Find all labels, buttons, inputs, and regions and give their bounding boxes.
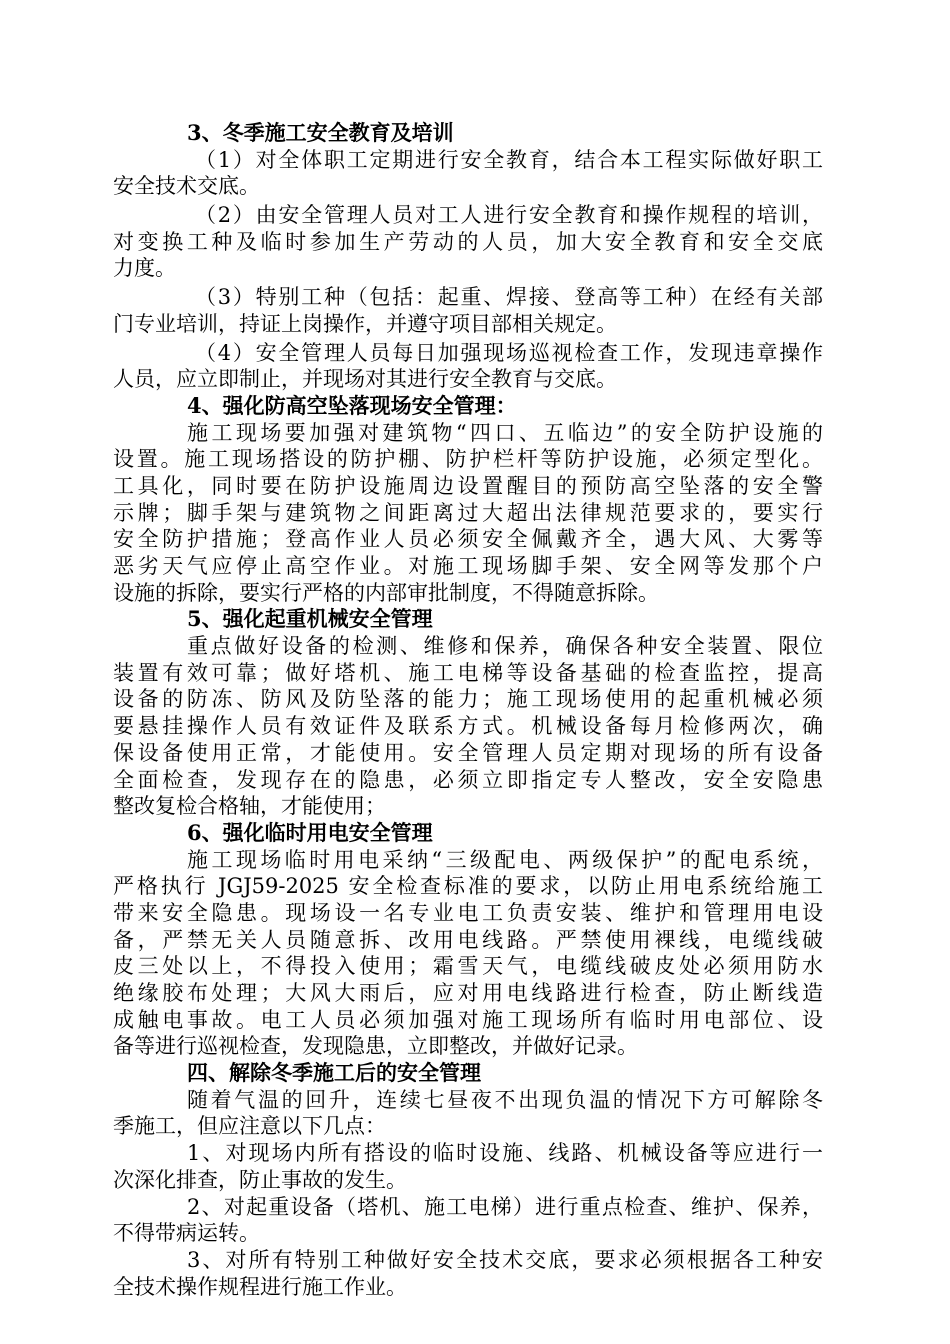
list-item-line: 次深化排查，防止事故的发生。 [113, 1167, 407, 1192]
section-heading: 6、强化临时用电安全管理 [187, 819, 433, 845]
paragraph-line: 随着气温的回升，连续七昼夜不出现负温的情况下方可解除冬 [187, 1087, 823, 1112]
list-item-line: 2、对起重设备（塔机、施工电梯）进行重点检查、维护、保养， [187, 1194, 823, 1219]
paragraph-line: 安全技术交底。 [113, 174, 260, 199]
paragraph-line: 重点做好设备的检测、维修和保养，确保各种安全装置、限位 [187, 634, 823, 659]
paragraph-line: （3）特别工种（包括：起重、焊接、登高等工种）在经有关部 [195, 285, 823, 310]
list-item-line: 3、对所有特别工种做好安全技术交底，要求必须根据各工种安 [187, 1247, 823, 1272]
paragraph-line: 绝缘胶布处理；大风大雨后，应对用电线路进行检查，防止断线造 [113, 981, 823, 1005]
paragraph-line: 工具化，同时要在防护设施周边设置醒目的预防高空坠落的安全警 [113, 473, 823, 498]
list-item-line: 不得带病运转。 [113, 1221, 260, 1246]
paragraph-line: 全面检查，发现存在的隐患，必须立即指定专人整改，安全安隐患 [113, 767, 823, 792]
document-page [113, 120, 823, 1300]
paragraph-line: 对变换工种及临时参加生产劳动的人员，加大安全教育和安全交底 [113, 229, 823, 254]
paragraph-line: （1）对全体职工定期进行安全教育，结合本工程实际做好职工 [195, 147, 823, 172]
paragraph-line: 成触电事故。电工人员必须加强对施工现场所有临时用电部位、设 [113, 1007, 823, 1032]
paragraph-line: 备等进行巡视检查，发现隐患，立即整改，并做好记录。 [113, 1034, 638, 1059]
paragraph-line: 恶劣天气应停止高空作业。对施工现场脚手架、安全网等发那个户 [113, 554, 823, 578]
paragraph-line: 严格执行 JGJ59-2025 安全检查标准的要求，以防止用电系统给施工 [113, 874, 823, 899]
paragraph-line: 示牌；脚手架与建筑物之间距离过大超出法律规范要求的，要实行 [113, 500, 823, 525]
paragraph-line: 人员，应立即制止，并现场对其进行安全教育与交底。 [113, 367, 617, 392]
paragraph-line: 设置。施工现场搭设的防护棚、防护栏杆等防护设施，必须定型化。 [113, 447, 823, 472]
paragraph-line: 保设备使用正常，才能使用。安全管理人员定期对现场的所有设备 [113, 740, 823, 765]
section-heading: 四、解除冬季施工后的安全管理 [187, 1060, 481, 1086]
paragraph-line: 整改复检合格轴，才能使用； [113, 794, 386, 819]
list-item-line: 1、对现场内所有搭设的临时设施、线路、机械设备等应进行一 [187, 1141, 823, 1166]
paragraph-line: 皮三处以上，不得投入使用；霜雪天气，电缆线破皮处必须用防水 [113, 954, 823, 979]
paragraph-line: 力度。 [113, 256, 176, 281]
section-heading: 3、冬季施工安全教育及培训 [187, 120, 454, 145]
paragraph-line: 设备的防冻、防风及防坠落的能力；施工现场使用的起重机械必须 [113, 687, 823, 712]
paragraph-line: 季施工，但应注意以下几点： [113, 1114, 386, 1139]
paragraph-line: （2）由安全管理人员对工人进行安全教育和操作规程的培训， [195, 203, 823, 228]
paragraph-line: （4）安全管理人员每日加强现场巡视检查工作，发现违章操作 [195, 340, 823, 365]
paragraph-line: 施工现场临时用电采纳“三级配电、两级保护”的配电系统， [187, 847, 823, 872]
list-item-line: 全技术操作规程进行施工作业。 [113, 1274, 407, 1299]
paragraph-line: 带来安全隐患。现场设一名专业电工负责安装、维护和管理用电设 [113, 900, 823, 925]
paragraph-line: 装置有效可靠；做好塔机、施工电梯等设备基础的检查监控，提高 [113, 660, 823, 685]
paragraph-line: 安全防护措施；登高作业人员必须安全佩戴齐全，遇大风、大雾等 [113, 527, 823, 552]
paragraph-line: 要悬挂操作人员有效证件及联系方式。机械设备每月检修两次，确 [113, 714, 823, 739]
paragraph-line: 设施的拆除，要实行严格的内部审批制度，不得随意拆除。 [113, 580, 659, 605]
paragraph-line: 备，严禁无关人员随意拆、改用电线路。严禁使用裸线，电缆线破 [113, 927, 823, 952]
section-heading: 5、强化起重机械安全管理 [187, 606, 433, 632]
paragraph-line: 门专业培训，持证上岗操作，并遵守项目部相关规定。 [113, 311, 617, 336]
section-heading: 4、强化防高空坠落现场安全管理： [187, 392, 517, 418]
paragraph-line: 施工现场要加强对建筑物“四口、五临边”的安全防护设施的 [187, 420, 823, 445]
